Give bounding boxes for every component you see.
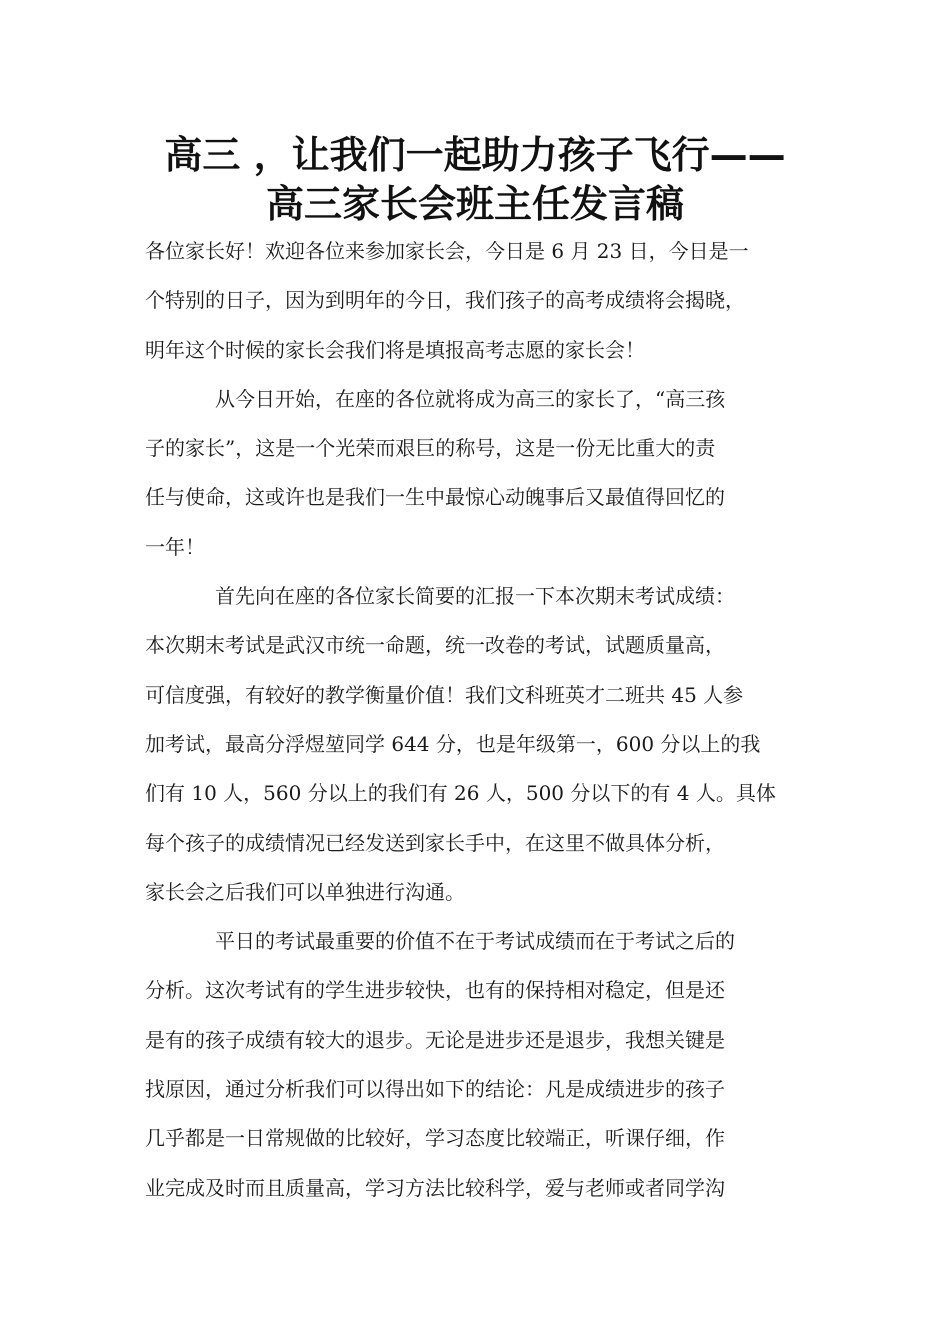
paragraph-line: 业完成及时而且质量高，学习方法比较科学，爱与老师或者同学沟 <box>145 1175 725 1200</box>
paragraph-line: 子的家长”，这是一个光荣而艰巨的称号，这是一份无比重大的责 <box>145 436 716 461</box>
paragraph-line: 个特别的日子，因为到明年的今日，我们孩子的高考成绩将会揭晓， <box>145 288 745 313</box>
paragraph-line: 是有的孩子成绩有较大的退步。无论是进步还是退步，我想关键是 <box>145 1027 725 1052</box>
paragraph <box>145 572 835 917</box>
paragraph-line: 家长会之后我们可以单独进行沟通。 <box>145 879 465 904</box>
paragraph-line: 任与使命，这或许也是我们一生中最惊心动魄事后又最值得回忆的 <box>145 485 725 510</box>
document-title-line-1: 高三 ，让我们一起助力孩子飞行—— <box>164 133 786 177</box>
document-title-line-2: 高三家长会班主任发言稿 <box>265 182 684 226</box>
paragraph-line: 首先向在座的各位家长简要的汇报一下本次期末考试成绩： <box>215 584 735 609</box>
paragraph-line: 可信度强，有较好的教学衡量价值！我们文科班英才二班共 45 人参 <box>145 682 744 707</box>
paragraph-line: 从今日开始，在座的各位就将成为高三的家长了，“高三孩 <box>215 386 726 411</box>
paragraph-line: 几乎都是一日常规做的比较好，学习态度比较端正，听课仔细，作 <box>145 1126 725 1151</box>
paragraph-line: 找原因，通过分析我们可以得出如下的结论：凡是成绩进步的孩子 <box>145 1077 725 1102</box>
document-body <box>145 227 835 1213</box>
paragraph-line: 分析。这次考试有的学生进步较快，也有的保持相对稳定，但是还 <box>145 978 725 1003</box>
paragraph-line: 们有 10 人，560 分以上的我们有 26 人，500 分以下的有 4 人。具体 <box>145 781 776 806</box>
paragraph <box>145 227 835 375</box>
paragraph-line: 各位家长好！欢迎各位来参加家长会，今日是 6 月 23 日，今日是一 <box>145 239 749 263</box>
paragraph-line: 明年这个时候的家长会我们将是填报高考志愿的家长会！ <box>145 337 645 362</box>
paragraph-line: 每个孩子的成绩情况已经发送到家长手中，在这里不做具体分析， <box>145 830 725 855</box>
paragraph <box>145 917 835 1213</box>
paragraph-line: 一年！ <box>145 534 205 559</box>
paragraph <box>145 375 835 572</box>
paragraph-line: 本次期末考试是武汉市统一命题，统一改卷的考试，试题质量高， <box>145 633 725 658</box>
paragraph-line: 加考试，最高分浮煜堃同学 644 分，也是年级第一，600 分以上的我 <box>145 731 761 756</box>
paragraph-line: 平日的考试最重要的价值不在于考试成绩而在于考试之后的 <box>215 929 735 954</box>
